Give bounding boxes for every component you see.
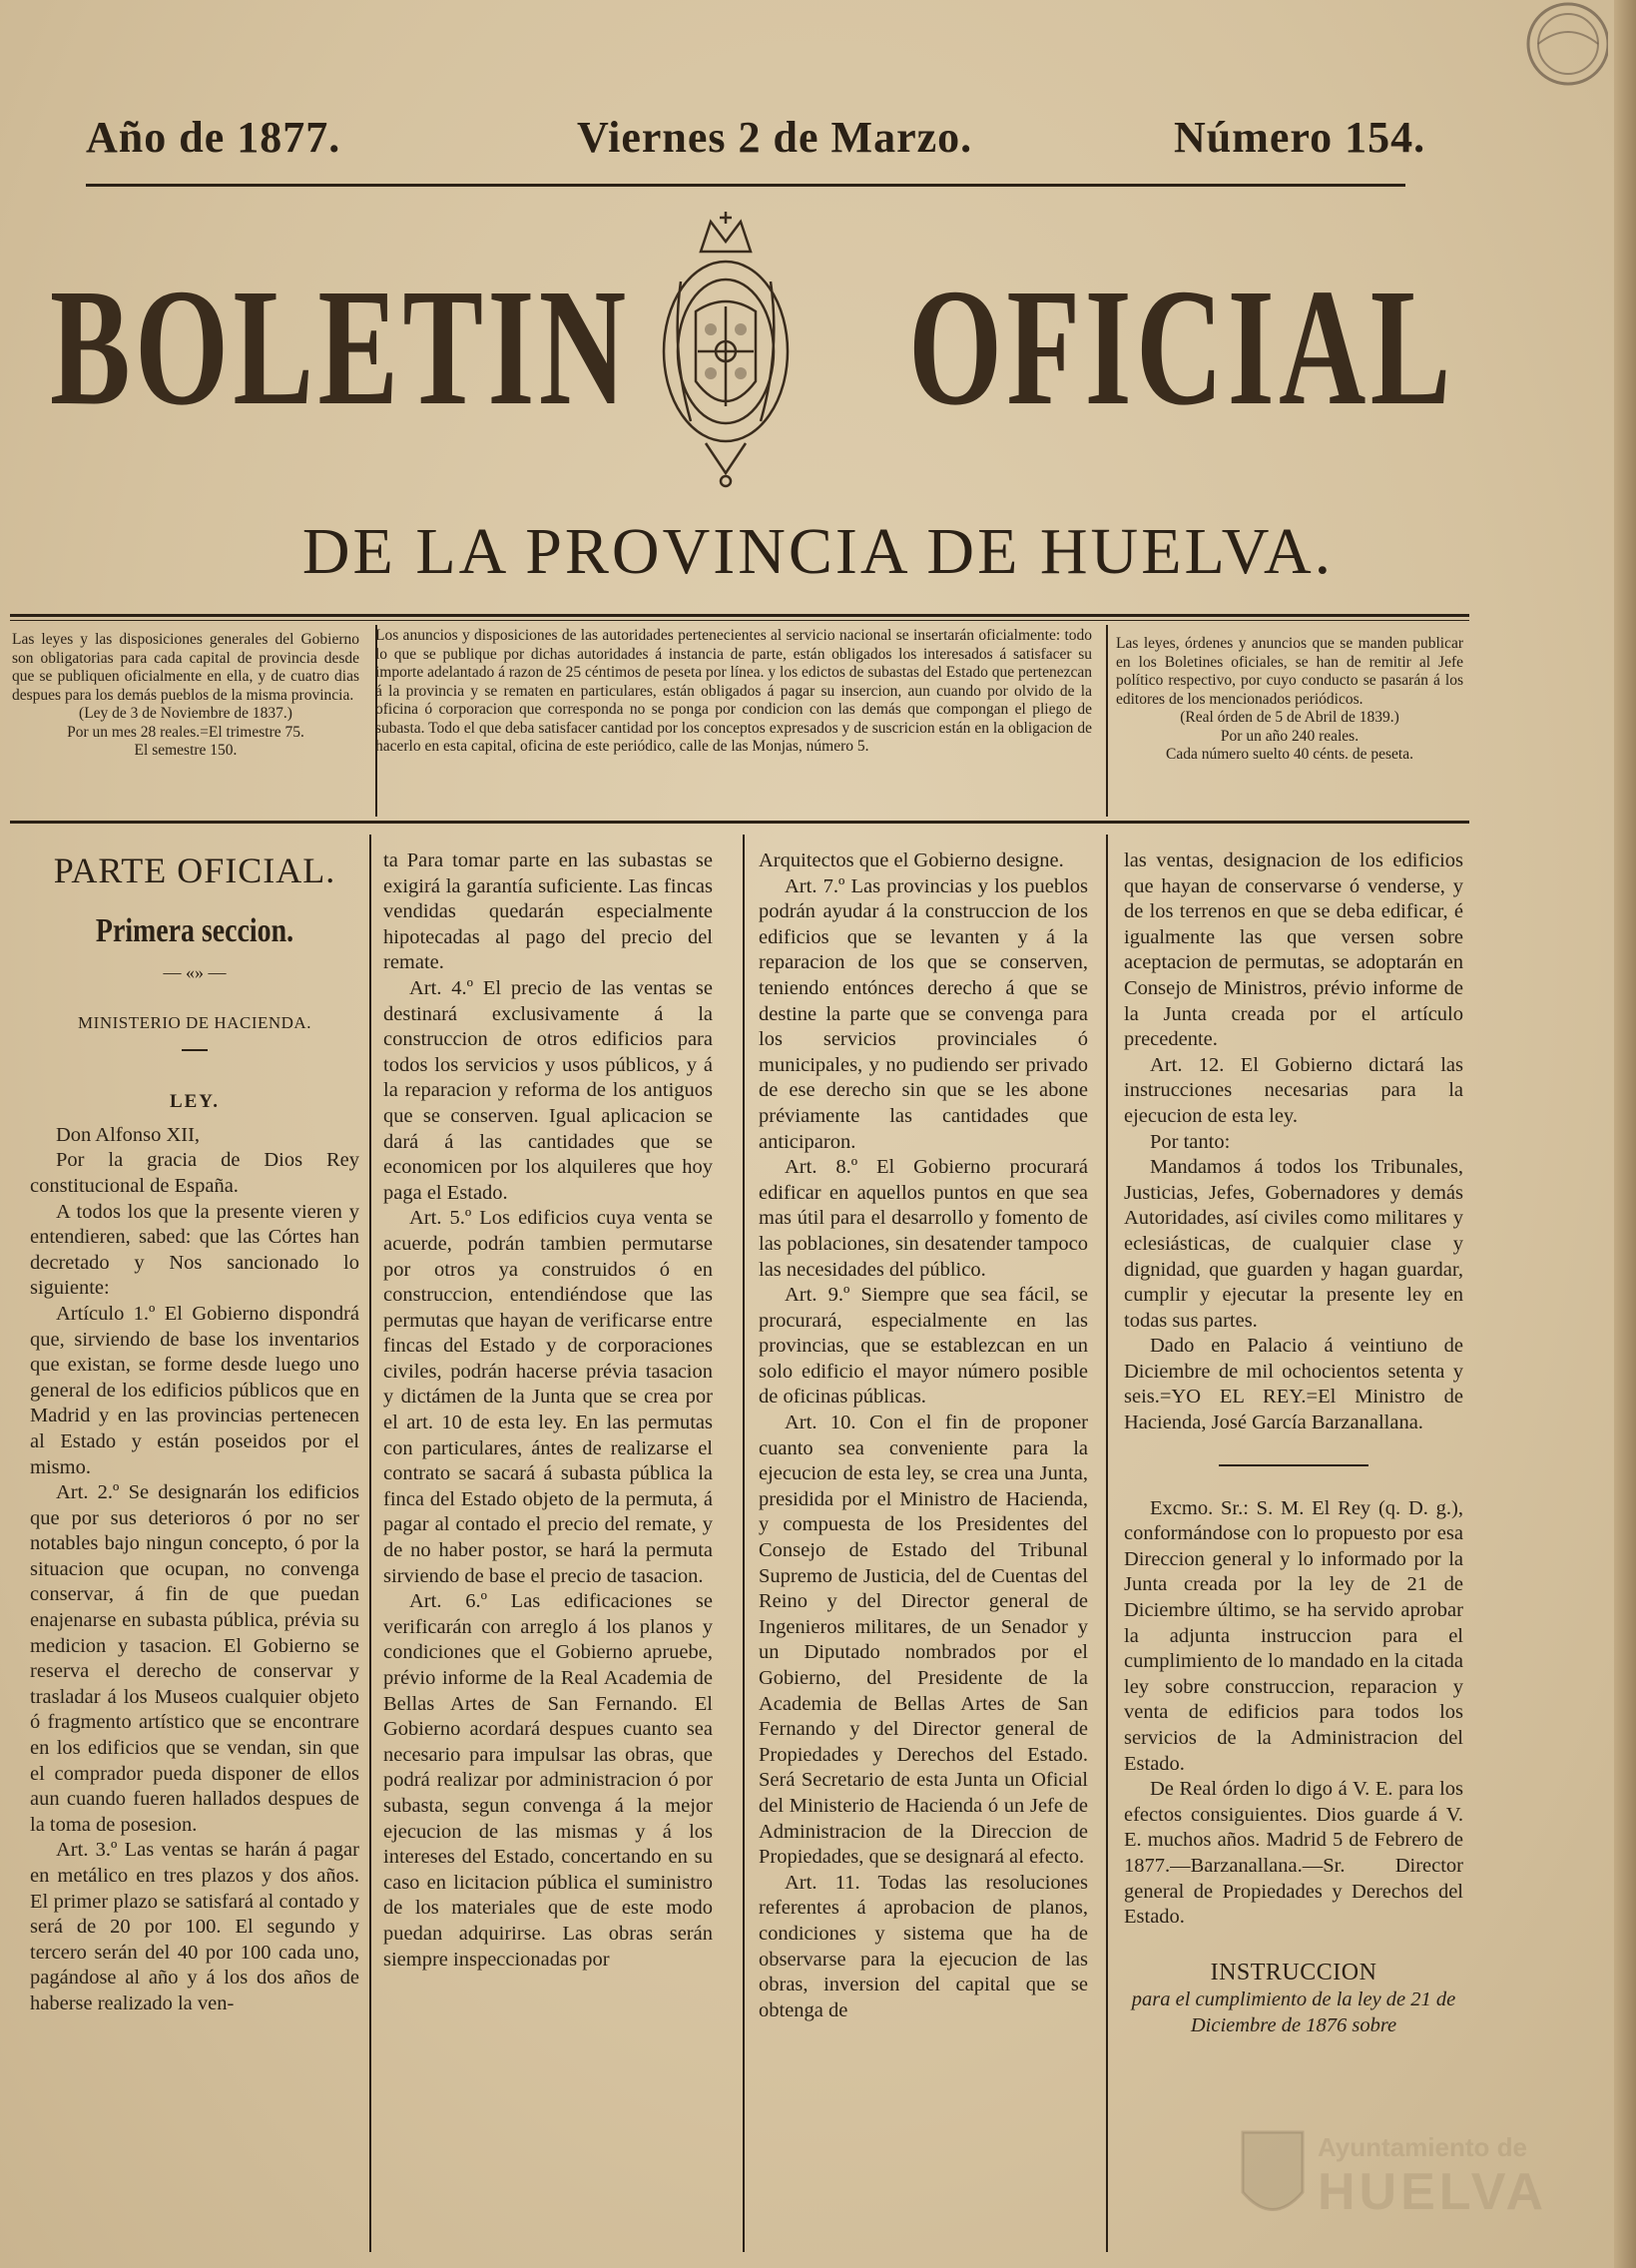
notice-right-text: Las leyes, órdenes y anuncios que se manden publicar en los Boletines oficiales, se han de remitir al Jefe político respectivo, por cuyo conducto se pasarán á los editores de los mencionados periódicos. xyxy=(1116,635,1463,708)
col1-para-5: Art. 2.º Se designarán los edificios que por sus deterioros ó por no ser notables bajo ningun concepto, ó por la situacion que ocupan, no convenga conservar, á fin de que puedan enajenarse en subasta pública, prévia su medicion y tasacion. El Gobierno se reserva el derecho de conservar y trasladar á los Museos cualquier objeto ó fragmento artístico que se encontrare en los edificios que se vendan, sin que el comprador pueda disponer de ellos aun cuando fueren hallados despues de la toma de posesion. xyxy=(30,1481,359,1836)
col1-para-1: Don Alfonso XII, xyxy=(56,1123,201,1146)
masthead-subtitle: DE LA PROVINCIA DE HUELVA. xyxy=(301,515,1335,588)
col4-para-6: Excmo. Sr.: S. M. El Rey (q. D. g.), conformándose con lo propuesto por esa Direccion general y lo informado por la Junta creada por la ley de 21 de Diciembre último, se ha servido aprobar la adjunta instruccion para el cumplimiento de lo mandado en la citada ley sobre construccion, reparacion y venta de edificios para todos los servicios de la Administracion del Estado. xyxy=(1124,1496,1463,1775)
year-label: Año de 1877. xyxy=(86,113,341,162)
col3-para-2: Art. 7.º Las provincias y los pueblos podrán ayudar á la construccion de los edificios que se levanten y á la reparacion de los que se conserven, teniendo entónces derecho á que se destine la parte que se convenga para los servicios provinciales ó municipales, y no pudiendo ser privado de ese derecho sin que se les abone préviamente las cantidades que anticiparon. xyxy=(759,874,1088,1153)
ornament: — «» — xyxy=(163,962,227,982)
column-divider-1 xyxy=(369,835,371,2252)
col4-para-7: De Real órden lo digo á V. E. para los efectos consiguientes. Dios guarde á V. E. muchos años. Madrid 5 de Febrero de 1877.—Barzanallana.—Sr. Director general de Propiedades y Derechos del Estado. xyxy=(1124,1778,1463,1929)
notice-right xyxy=(1116,635,1463,765)
masthead-word-1: BOLETIN xyxy=(50,255,631,440)
col3-para-3: Art. 8.º El Gobierno procurará edificar en aquellos puntos en que sea mas útil para el desarrollo y fomento de las poblaciones, sin desatender tampoco las necesidades del público. xyxy=(759,1156,1088,1281)
notice-right-price2: Cada número suelto 40 cénts. de peseta. xyxy=(1166,746,1413,763)
notice-left-ref: (Ley de 3 de Noviembre de 1837.) xyxy=(79,705,292,722)
notice-bottom-rule xyxy=(10,821,1469,824)
notice-left xyxy=(12,631,359,761)
col1-para-6: Art. 3.º Las ventas se harán á pagar en metálico en tres plazos y dos años. El primer plazo se satisfará al contado y será de 20 por 100. El segundo y tercero serán del 40 por 100 cada uno, pagándose al año y á los dos años de haberse realizado la ven- xyxy=(30,1839,359,2014)
col2-para-4: Art. 6.º Las edificaciones se verificarán con arreglo á los planos y condiciones que el Gobierno apruebe, prévio informe de la Real Academia de Bellas Artes de San Fernando. El Gobierno acordará despues cuanto sea necesario para impulsar las obras, que podrá realizar por administracion ó por subasta, segun convenga á la mejor ejecucion de las mismas y á los intereses del Estado, concertando en su caso en licitacion pública el suministro de los materiales que de este modo puedan adquirirse. Las obras serán siempre inspeccionadas por xyxy=(383,1590,713,1971)
column-4 xyxy=(1124,849,1463,2039)
date-label: Viernes 2 de Marzo. xyxy=(577,113,973,162)
column-divider-3 xyxy=(1106,835,1108,2252)
col1-para-4: Artículo 1.º El Gobierno dispondrá que, sirviendo de base los inventarios que existan, se forme desde luego uno general de los edificios públicos que en Madrid y en las provincias pertenecen al Estado y están poseidos por el mismo. xyxy=(30,1302,359,1478)
coat-of-arms-icon xyxy=(651,212,801,491)
col3-para-5: Art. 10. Con el fin de proponer cuanto sea conveniente para la ejecucion de esta ley, se crea una Junta, presidida por el Ministro de Hacienda, y compuesta de los Presidentes del Consejo de Estado del Tribunal Supremo de Justicia, del de Cuentas del Reino y del Director general de Ingenieros militares, de un Senador y un Diputado nombrados por el Gobierno, del Presidente de la Academia de Bellas Artes de San Fernando y del Director general de Propiedades y Derechos del Estado. Será Secretario de esta Junta un Oficial del Ministerio de Hacienda ó un Jefe de Administracion de la Direccion de Propiedades, que se designará al efecto. xyxy=(759,1412,1088,1869)
ley-heading: LEY. xyxy=(169,1091,221,1113)
notice-divider-2 xyxy=(1106,625,1108,817)
notice-top-rule-thin xyxy=(10,620,1469,621)
page-edge xyxy=(1614,0,1636,2268)
ministry-rule xyxy=(182,1049,208,1051)
instruccion-subtitle: para el cumplimiento de la ley de 21 de Diciembre de 1876 sobre xyxy=(1131,1988,1456,2036)
col4-para-5: Dado en Palacio á veintiuno de Diciembre de mil ochocientos setenta y seis.=YO EL REY.=El Ministro de Hacienda, José García Barzanallana. xyxy=(1124,1335,1463,1434)
col3-para-4: Art. 9.º Siempre que sea fácil, se procurará, especialmente en las provincias, que se establezcan en un solo edificio el mayor número posible de oficinas públicas. xyxy=(759,1284,1088,1409)
col4-para-1: las ventas, designacion de los edificios que hayan de conservarse ó venderse, y de los terrenos en que se deba edificar, é igualmente las que versen sobre aceptacion de permutas, se adoptarán en Consejo de Ministros, prévio informe de la Junta creada por el artículo precedente. xyxy=(1124,850,1463,1051)
notice-left-price2: El semestre 150. xyxy=(134,742,238,759)
notice-top-rule xyxy=(10,614,1469,617)
column-2 xyxy=(383,849,713,1973)
notice-center-text: Los anuncios y disposiciones de las autoridades pertenecientes al servicio nacional se insertarán oficialmente: todo lo que se publique por dichas autoridades á instancia de parte, están obligados los interesados á satisfacer su importe adelantado á razon de 25 céntimos de peseta por línea. y los edictos de subastas del Estado que pertenezcan á la provincia y se rematen en particulares, están obligados á pagar su insercion, aun cuando por olvido de la oficina ó corporacion que corresponda no se ponga por condicion con las demás que compongan el pliego de subasta. Todo el que deba satisfacer cantidad por los conceptos expresados y de suscricion están en la obligacion de hacerlo en esta capital, oficina de este periódico, calle de las Monjas, número 5. xyxy=(375,627,1092,755)
col4-separator xyxy=(1219,1464,1368,1466)
column-3 xyxy=(759,849,1088,2023)
watermark-line-2: HUELVA xyxy=(1318,2163,1548,2221)
watermark-shield-icon xyxy=(1238,2122,1308,2236)
col3-para-1: Arquitectos que el Gobierno designe. xyxy=(759,850,1064,871)
header-rule xyxy=(86,184,1405,187)
col4-para-2: Art. 12. El Gobierno dictará las instrucciones necesarias para la ejecucion de esta ley. xyxy=(1124,1053,1463,1127)
library-stamp xyxy=(1498,0,1608,114)
notice-right-price1: Por un año 240 reales. xyxy=(1220,727,1360,745)
notice-left-text: Las leyes y las disposiciones generales del Gobierno son obligatorias para cada capital de provincia desde que se publiquen oficialmente en ella, y de cuatro dias despues para los demás pueblos de la misma provincia. xyxy=(12,631,359,704)
col2-para-1: ta Para tomar parte en las subastas se exigirá la garantía suficiente. Las fincas vendidas quedarán especialmente hipotecadas al pago del precio del remate. xyxy=(383,850,713,974)
watermark-line-1: Ayuntamiento de xyxy=(1318,2132,1527,2162)
notice-left-price1: Por un mes 28 reales.=El trimestre 75. xyxy=(67,723,304,741)
col2-para-3: Art. 5.º Los edificios cuya venta se acuerde, podrán tambien permutarse por otros ya construidos ó en construccion, entendiéndose que las permutas que hayan de verificarse entre fincas del Estado y de corporaciones civiles, podrán hacerse prévia tasacion y dictámen de la Junta que se crea por el art. 10 de esta ley. En las permutas con particulares, ántes de realizarse el contrato se sacará á subasta pública la finca del Estado objeto de la permuta, á pagar al contado el precio del remate, y de no haber postor, se hará la permuta sirviendo de base el precio de tasacion. xyxy=(383,1207,713,1587)
notice-right-ref: (Real órden de 5 de Abril de 1839.) xyxy=(1180,709,1399,726)
section-subtitle: Primera seccion. xyxy=(95,912,294,949)
col1-para-2: Por la gracia de Dios Rey constitucional de España. xyxy=(30,1149,359,1197)
column-divider-2 xyxy=(743,835,745,2252)
col2-para-2: Art. 4.º El precio de las ventas se destinará exclusivamente á la construccion de otros edificios para todos los servicios y usos públicos, y á la reparacion y reforma de los antiguos que se conserven. Igual aplicacion se dará á las cantidades que se economicen por los alquileres que hoy paga el Estado. xyxy=(383,976,713,1204)
col1-para-3: A todos los que la presente vieren y entendieren, sabed: que las Córtes han decretado y Nos sancionado lo siguiente: xyxy=(30,1200,359,1300)
column-1 xyxy=(30,847,359,2017)
section-title: PARTE OFICIAL. xyxy=(53,850,336,890)
ministry-heading: MINISTERIO DE HACIENDA. xyxy=(78,1012,311,1032)
col3-para-6: Art. 11. Todas las resoluciones referentes á aprobacion de planos, condiciones y sistema que ha de observarse para la ejecucion de las obras, inversion del capital que se obtenga de xyxy=(759,1871,1088,2021)
issue-number: Número 154. xyxy=(1174,113,1426,162)
instruccion-heading: INSTRUCCION xyxy=(1210,1959,1377,1985)
col4-para-3: Por tanto: xyxy=(1150,1130,1231,1153)
masthead-word-2: OFICIAL xyxy=(908,255,1455,440)
col4-para-4: Mandamos á todos los Tribunales, Justicias, Jefes, Gobernadores y demás Autoridades, así civiles como militares y eclesiásticas, de cualquier clase y dignidad, que guarden y hagan guardar, cumplir y ejecutar la presente ley en todas sus partes. xyxy=(1124,1156,1463,1332)
notice-center xyxy=(375,627,1092,757)
